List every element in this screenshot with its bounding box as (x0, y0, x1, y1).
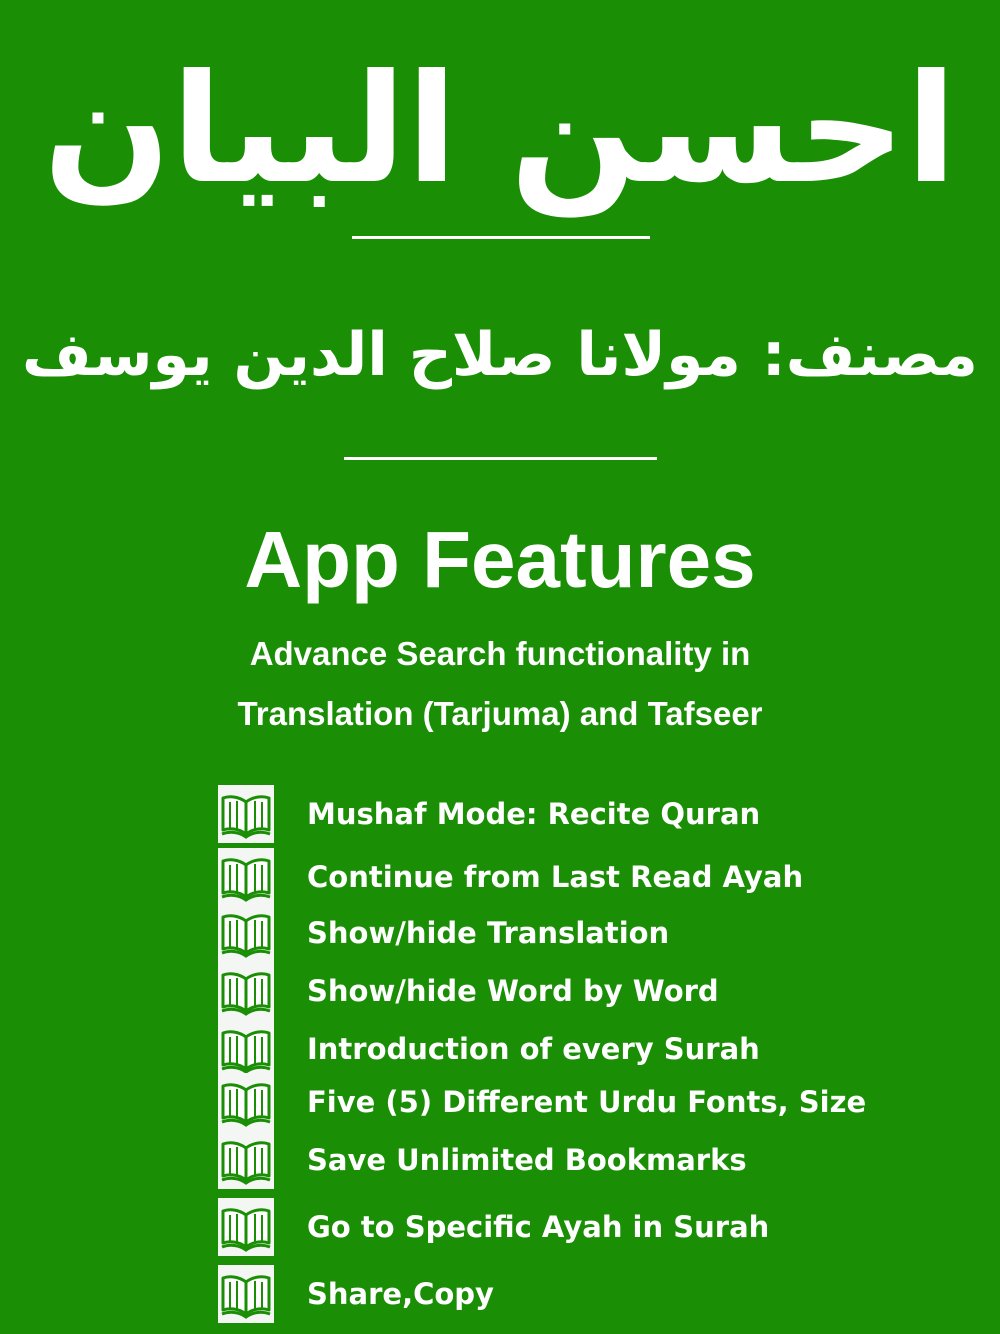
feature-item (218, 904, 918, 962)
feature-label: Show/hide Word by Word (307, 974, 719, 1008)
features-heading: App Features (244, 515, 756, 604)
open-book-icon (218, 1073, 274, 1131)
author-urdu: مصنف: مولانا صلاح الدین یوسف (22, 320, 978, 390)
feature-item (218, 962, 918, 1020)
feature-item (218, 1020, 918, 1078)
feature-label: Five (5) Different Urdu Fonts, Size (307, 1085, 867, 1119)
feature-item (218, 785, 918, 843)
feature-label: Go to Specific Ayah in Surah (307, 1210, 770, 1244)
feature-item (218, 1131, 918, 1189)
author-divider (344, 457, 657, 460)
title-divider (352, 236, 650, 239)
open-book-icon (218, 1020, 274, 1078)
app-title-urdu: احسن البیان (43, 43, 957, 217)
feature-item (218, 1265, 918, 1323)
feature-item (218, 1073, 918, 1131)
subtitle-line-2: Translation (Tarjuma) and Tafseer (237, 695, 763, 732)
feature-label: Save Unlimited Bookmarks (307, 1143, 747, 1177)
feature-label: Mushaf Mode: Recite Quran (307, 797, 761, 831)
subtitle-line-1: Advance Search functionality in (249, 635, 751, 672)
open-book-icon (218, 904, 274, 962)
open-book-icon (218, 1131, 274, 1189)
feature-label: Introduction of every Surah (307, 1032, 760, 1066)
open-book-icon (218, 785, 274, 843)
open-book-icon (218, 1265, 274, 1323)
feature-label: Continue from Last Read Ayah (307, 860, 804, 894)
feature-item (218, 848, 918, 906)
feature-label: Share,Copy (307, 1277, 494, 1311)
feature-item (218, 1198, 918, 1256)
feature-label: Show/hide Translation (307, 916, 670, 950)
open-book-icon (218, 1198, 274, 1256)
open-book-icon (218, 848, 274, 906)
open-book-icon (218, 962, 274, 1020)
